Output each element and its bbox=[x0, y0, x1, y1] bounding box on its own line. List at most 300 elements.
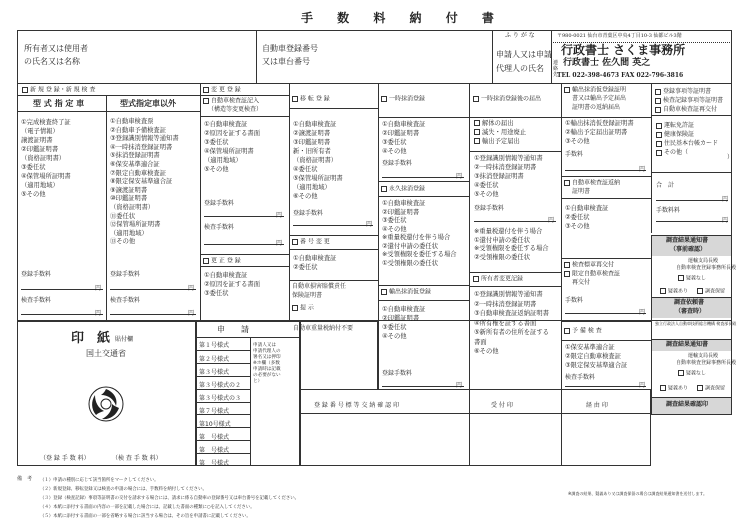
list-item bbox=[110, 135, 179, 144]
list-item bbox=[474, 338, 549, 348]
list-item bbox=[110, 204, 179, 213]
sticker-reissue: 検査標章再交付 bbox=[564, 262, 614, 269]
limited-cert-reissue: 限定自動車検査証 bbox=[564, 271, 620, 278]
list-item bbox=[204, 289, 260, 298]
application-row-label: 第３号様式の３ bbox=[199, 395, 242, 403]
list-item bbox=[474, 190, 543, 199]
list-item-label: ①登録識別情報等通知書 bbox=[474, 291, 543, 298]
notice-document-list bbox=[474, 154, 543, 199]
col5-reg-fee-field[interactable] bbox=[474, 221, 556, 222]
list-item bbox=[110, 195, 179, 204]
list-item[interactable] bbox=[656, 130, 718, 139]
list-item[interactable] bbox=[474, 119, 526, 128]
cert-return-list bbox=[565, 204, 608, 231]
list-item-label: ⑤抹消登録証明書 bbox=[110, 152, 160, 160]
permanent-deregistration-list bbox=[382, 200, 457, 268]
list-item-label: ②受領権限の委任状 bbox=[474, 253, 531, 261]
reception-stamp-label: 受 付 印 bbox=[491, 402, 513, 409]
list-item bbox=[382, 226, 457, 235]
number-change-header: 番 号 変 更 bbox=[292, 239, 330, 246]
list-item-label: ①輸出抹消仮登録証明書 bbox=[565, 120, 634, 127]
list-item-label: ②限定自動車検査証 bbox=[565, 353, 622, 360]
list-item-label: ⑦限定自動車検査証 bbox=[110, 169, 167, 177]
application-row[interactable] bbox=[196, 389, 250, 402]
list-item[interactable] bbox=[655, 96, 723, 105]
col6-insp-fee-label: 検査手数料 bbox=[565, 374, 596, 381]
list-item-label: 輸出予定届出 bbox=[482, 138, 520, 145]
list-item bbox=[204, 280, 260, 289]
item-checkbox[interactable] bbox=[474, 129, 480, 135]
item-checkbox[interactable] bbox=[656, 141, 662, 147]
cert-return-header: 自動車検査証返納 bbox=[564, 180, 620, 187]
list-item-label: ③登録識別情報等通知書 bbox=[110, 135, 179, 143]
application-note-line: 申請代理人の bbox=[253, 349, 281, 354]
result-notice-sub: （事前確認） bbox=[670, 246, 707, 253]
insurance-present-checkbox[interactable] bbox=[292, 305, 298, 311]
certificate-request-list bbox=[655, 87, 723, 114]
col5-reg-fee-label: 登録手数料 bbox=[474, 205, 505, 212]
change-registration-list bbox=[204, 120, 260, 174]
footnote-line: （３）登録（検査記録）事項等証明書の交付を請求する場合には、請求に係る自動車の登録番号又は車台番号を記載してください。 bbox=[40, 496, 300, 501]
list-item bbox=[474, 172, 543, 181]
application-row-label: 第３号様式の２ bbox=[199, 382, 242, 390]
list-item bbox=[565, 361, 627, 370]
list-item-label: ②委任状 bbox=[293, 264, 318, 271]
ministry-logo-icon bbox=[86, 384, 126, 424]
list-item-label: ⑬その他 bbox=[110, 238, 136, 246]
relay-stamp-label: 経 由 印 bbox=[586, 402, 608, 409]
r1-doubt-checkbox[interactable] bbox=[660, 288, 666, 294]
item-checkbox[interactable] bbox=[656, 150, 662, 156]
r1-hold-checkbox[interactable] bbox=[697, 288, 703, 294]
col1-left-reg-fee-label: 登録手数料 bbox=[21, 271, 52, 278]
post-deregistration-notice-checkbox[interactable] bbox=[473, 96, 479, 102]
list-item-label: ③その他 bbox=[565, 223, 590, 230]
application-row-label: 第１号様式 bbox=[199, 342, 230, 350]
application-row-label: 第７号様式 bbox=[199, 407, 230, 415]
col2-insp-fee-label: 検査手数料 bbox=[204, 224, 235, 231]
list-item bbox=[474, 300, 549, 310]
application-note-line: 申請時は記載 bbox=[253, 367, 281, 372]
list-item bbox=[293, 165, 343, 174]
owner-name-field[interactable] bbox=[112, 36, 252, 80]
r3-hold: 調査保留 bbox=[697, 385, 725, 392]
application-note-line: ※ホ欄（多数 bbox=[253, 361, 280, 366]
r1-no-doubt: 疑義なし bbox=[678, 275, 706, 282]
application-row[interactable] bbox=[196, 337, 250, 350]
list-item bbox=[293, 192, 343, 201]
col6-fee-field-2[interactable] bbox=[565, 313, 646, 314]
export-cert-checkbox[interactable] bbox=[564, 87, 570, 93]
list-item-label: ①受領権限の委任状 bbox=[382, 259, 439, 267]
list-item-label: ③委任状 bbox=[382, 217, 407, 224]
temporary-deregistration-list bbox=[382, 120, 425, 156]
reg-fee-stamp-label: （登 録 手 数 料） bbox=[40, 455, 90, 462]
list-item bbox=[293, 183, 343, 192]
export-cert-header-3: 証明書の返納届出 bbox=[572, 104, 621, 111]
r3-hold-checkbox[interactable] bbox=[697, 385, 703, 391]
preliminary-inspection-list bbox=[565, 343, 627, 370]
investigation-request-sub: （審査時） bbox=[675, 308, 706, 315]
list-item bbox=[110, 238, 179, 247]
list-item bbox=[204, 271, 260, 280]
col2-insp-fee-field[interactable] bbox=[204, 244, 284, 245]
list-item-label: ⑤その他 bbox=[21, 191, 46, 198]
list-item-label: 登録事項等証明書 bbox=[663, 88, 712, 95]
non-designated-label: 型式指定車以外 bbox=[120, 99, 176, 108]
application-row[interactable] bbox=[196, 427, 250, 440]
list-item-label: ※重量税還付を伴う場合 bbox=[382, 234, 451, 241]
cert-return-checkbox[interactable] bbox=[564, 180, 570, 186]
col2-reg-fee-label: 登録手数料 bbox=[204, 200, 235, 207]
list-item bbox=[204, 165, 260, 174]
list-item-label: ③委任状 bbox=[382, 324, 407, 331]
list-item bbox=[110, 127, 179, 136]
application-row[interactable] bbox=[196, 376, 250, 389]
list-item bbox=[382, 332, 425, 341]
list-item bbox=[382, 243, 457, 252]
list-item-label: ⑪委任状 bbox=[110, 212, 136, 220]
application-row[interactable] bbox=[196, 414, 250, 427]
r3-no-doubt-checkbox[interactable] bbox=[678, 370, 684, 376]
confirmation-stamp-area bbox=[300, 389, 651, 466]
col1-left-insp-fee-label: 検査手数料 bbox=[21, 297, 52, 304]
new-registration-checkbox[interactable] bbox=[22, 87, 28, 93]
col7-fee-label: 手数料料 bbox=[656, 207, 681, 214]
application-note-line: 申請人又は bbox=[253, 343, 276, 348]
list-item-label: ①自動車検査証 bbox=[204, 121, 248, 128]
list-item bbox=[110, 213, 179, 222]
total-field[interactable] bbox=[656, 200, 728, 201]
application-note-line: と） bbox=[253, 379, 263, 384]
list-item bbox=[293, 254, 336, 263]
list-item bbox=[565, 222, 608, 231]
insurance-present: 提 示 bbox=[292, 305, 314, 312]
list-item-label: ③限定保安基準適合証 bbox=[565, 362, 628, 369]
col4-bottom-reg-fee-label: 登録手数料 bbox=[382, 370, 413, 377]
col1-right-reg-fee-field[interactable] bbox=[110, 289, 196, 290]
list-item-label: ②印鑑証明書 bbox=[382, 315, 420, 322]
correction-registration-header: 更 正 登 録 bbox=[203, 258, 241, 265]
col6-fee-field[interactable] bbox=[565, 170, 646, 171]
list-item bbox=[474, 237, 549, 246]
list-item bbox=[110, 178, 179, 187]
owner-change-header: 所有者変更記録 bbox=[473, 276, 523, 283]
list-item[interactable] bbox=[656, 121, 718, 130]
col3-reg-fee-label: 登録手数料 bbox=[293, 210, 324, 217]
application-row[interactable] bbox=[196, 440, 250, 453]
list-item-label: 住民基本台帳カード bbox=[664, 140, 719, 147]
list-item bbox=[382, 200, 457, 209]
list-item bbox=[204, 138, 260, 147]
list-item bbox=[474, 228, 549, 237]
col4-bottom-reg-fee-field[interactable] bbox=[382, 386, 464, 387]
list-item-label: ②委任状 bbox=[565, 214, 590, 221]
list-item bbox=[565, 343, 627, 352]
list-item-label: ②還付申請の委任状 bbox=[382, 242, 439, 250]
application-row[interactable] bbox=[196, 453, 250, 466]
stamp-person-name: 行政書士 佐久間 英之 bbox=[563, 58, 651, 68]
list-item bbox=[565, 352, 627, 361]
col2-reg-fee-field[interactable] bbox=[204, 216, 284, 217]
footnote-right-note: ※調査の結果、疑義あり又は調査保留の場合は調査結果通知書を送付します。 bbox=[568, 491, 708, 496]
notice-refund-list bbox=[474, 228, 549, 262]
correction-registration-list bbox=[204, 271, 260, 298]
limited-cert-reissue-checkbox[interactable] bbox=[564, 271, 570, 277]
registration-number-field[interactable] bbox=[340, 36, 488, 80]
reg-label-2: 又は車台番号 bbox=[262, 57, 310, 66]
col1-right-insp-fee-field[interactable] bbox=[110, 314, 196, 315]
item-checkbox[interactable] bbox=[656, 132, 662, 138]
r3-doubt: 疑義あり bbox=[660, 385, 688, 392]
list-item bbox=[474, 319, 549, 329]
list-item-label: ⑫保管場所証明書 bbox=[110, 221, 161, 229]
agency-label: 国土交通省 bbox=[86, 349, 126, 358]
list-item bbox=[110, 170, 179, 179]
result-confirm-header: 調査結果確認印 bbox=[666, 401, 709, 408]
footnote-line: （２）新規登録、移転登録又は検査の申請の場合には、手数料を納付してください。 bbox=[40, 487, 207, 492]
list-item-label: ③委任状 bbox=[21, 164, 46, 171]
footnote-label: 備 考 bbox=[17, 476, 33, 482]
export-cert-header: 輸出抹消仮登録証明 bbox=[564, 87, 626, 94]
transfer-registration-checkbox[interactable] bbox=[292, 96, 298, 102]
stamp-office-name: 行政書士 さくま事務所 bbox=[561, 43, 686, 57]
list-item bbox=[293, 120, 343, 129]
list-item-label: ①完成検査終了証 bbox=[21, 119, 71, 126]
col6-fee-label: 手数料 bbox=[565, 151, 584, 158]
item-checkbox[interactable] bbox=[656, 123, 662, 129]
list-item-label: ④保管場所証明書 bbox=[21, 173, 71, 180]
list-item-label: （資格証明書） bbox=[110, 203, 155, 211]
list-item-label: ④その他 bbox=[382, 225, 407, 233]
type-designated-list bbox=[21, 118, 71, 199]
list-item bbox=[21, 118, 71, 127]
list-item bbox=[382, 209, 457, 218]
result-notice-2-note-2: 自動車検査登録事務所長殿 bbox=[676, 360, 737, 366]
list-item[interactable] bbox=[656, 148, 718, 157]
permanent-deregistration-checkbox[interactable] bbox=[381, 186, 387, 192]
id-document-list bbox=[656, 121, 718, 157]
r3-no-doubt: 疑義なし bbox=[678, 370, 706, 377]
footnote-line: （５）本紙に添付する書面の一部を省略する場合に該当する場合は、その旨を申請書に記載してください。 bbox=[40, 514, 251, 519]
list-item-label: 解体の届出 bbox=[482, 120, 514, 127]
list-item bbox=[293, 263, 336, 272]
list-item[interactable] bbox=[655, 105, 723, 114]
item-checkbox[interactable] bbox=[655, 107, 661, 113]
list-item bbox=[474, 328, 549, 338]
list-item[interactable] bbox=[656, 139, 718, 148]
list-item[interactable] bbox=[474, 128, 526, 137]
change-registration-checkbox[interactable] bbox=[203, 87, 209, 93]
list-item bbox=[565, 204, 608, 213]
list-item bbox=[21, 136, 71, 145]
preliminary-inspection-header: 予 備 検 査 bbox=[564, 328, 602, 335]
list-item bbox=[474, 347, 549, 357]
col1-right-insp-fee-label: 検査手数料 bbox=[110, 297, 141, 304]
list-item-label: ③印鑑証明書 bbox=[293, 139, 331, 146]
number-change-checkbox[interactable] bbox=[292, 239, 298, 245]
col3-reg-fee-field[interactable] bbox=[293, 225, 373, 226]
list-item-label: ④委任状 bbox=[474, 182, 499, 189]
correction-registration-checkbox[interactable] bbox=[203, 258, 209, 264]
preliminary-inspection-checkbox[interactable] bbox=[564, 328, 570, 334]
owner-label-2: の氏名又は名称 bbox=[24, 57, 80, 66]
application-table-header: 申 請 bbox=[217, 325, 249, 334]
application-row-label: 第 号様式 bbox=[199, 433, 230, 441]
type-designated-label: 型 式 指 定 車 bbox=[33, 99, 85, 108]
furigana-label: ふ り が な bbox=[505, 32, 535, 39]
transfer-registration-list bbox=[293, 120, 343, 201]
temporary-deregistration-checkbox[interactable] bbox=[381, 96, 387, 102]
list-item bbox=[474, 245, 549, 254]
list-item bbox=[474, 181, 543, 190]
list-item-label: ④その他 bbox=[382, 148, 407, 155]
non-designated-list bbox=[110, 118, 179, 247]
list-item-label: 新・旧所有者 bbox=[293, 148, 331, 155]
sticker-reissue-checkbox[interactable] bbox=[564, 262, 570, 268]
application-row[interactable] bbox=[196, 363, 250, 376]
list-item bbox=[21, 145, 71, 154]
plate-delivery-confirm-label: 登 録 番 号 標 等 交 納 確 認 印 bbox=[314, 402, 400, 409]
list-item-label: ※重量税還付を伴う場合 bbox=[474, 228, 543, 235]
list-item bbox=[110, 161, 179, 170]
list-item-label: ③委任状 bbox=[204, 139, 229, 146]
list-item-label: ⑥その他 bbox=[474, 348, 499, 355]
list-item-label: （適用地域） bbox=[293, 184, 331, 191]
transfer-registration-header: 移 転 登 録 bbox=[292, 96, 330, 103]
result-notice-2-header: 調査結果通知書 bbox=[666, 341, 709, 348]
list-item-label: ②印鑑証明書 bbox=[382, 130, 420, 137]
application-row-label: 第10号様式 bbox=[199, 420, 231, 428]
list-item bbox=[565, 213, 608, 222]
list-item bbox=[474, 309, 549, 319]
list-item-label: ①登録識別情報等通知書 bbox=[474, 155, 543, 162]
list-item bbox=[565, 137, 634, 146]
list-item bbox=[382, 147, 425, 156]
list-item bbox=[21, 154, 71, 163]
reg-label-1: 自動車登録番号 bbox=[262, 44, 318, 53]
insurance-label-2: 保険証明書 bbox=[292, 292, 323, 299]
list-item-label: ③委任状 bbox=[204, 290, 229, 297]
stamp-address: 〒980-0021 仙台市青葉区中央4丁目10-3 仙都ビル3階 bbox=[557, 33, 682, 39]
list-item-label: ①自動車検査証 bbox=[293, 121, 337, 128]
list-item bbox=[382, 260, 457, 269]
col1-left-reg-fee-field[interactable] bbox=[21, 289, 103, 290]
list-item bbox=[382, 234, 457, 243]
list-item-label: 検査記録事項等証明書 bbox=[663, 97, 724, 104]
list-item-label: ②輸出予定届出証明書 bbox=[565, 129, 628, 136]
list-item-label: ④その他 bbox=[382, 333, 407, 340]
list-item-label: ①自動車検査証 bbox=[382, 306, 426, 313]
list-item bbox=[293, 147, 343, 156]
list-item-label: （資格証明書） bbox=[21, 155, 66, 162]
col6-insp-fee-field[interactable] bbox=[565, 386, 646, 387]
list-item-label: ①自動車検査票 bbox=[110, 118, 154, 125]
list-item bbox=[21, 190, 71, 199]
list-item-label: ①還付申請の委任状 bbox=[474, 236, 531, 244]
col1-left-insp-fee-field[interactable] bbox=[21, 314, 103, 315]
list-item[interactable] bbox=[474, 137, 526, 146]
application-row[interactable] bbox=[196, 402, 250, 415]
list-item-label: （適用地域） bbox=[110, 229, 148, 237]
application-row-label: 第 号様式 bbox=[199, 459, 230, 467]
list-item[interactable] bbox=[655, 87, 723, 96]
export-provisional-checkbox[interactable] bbox=[381, 289, 387, 295]
list-item bbox=[204, 147, 260, 156]
weight-tax-exempt: 自動車重量税納付不要 bbox=[293, 325, 354, 332]
list-item bbox=[382, 323, 425, 332]
revenue-stamp-sub: 貼付欄 bbox=[115, 336, 134, 343]
list-item-label: ①保安基準適合証 bbox=[565, 344, 615, 351]
list-item-label: その他（ bbox=[664, 149, 689, 156]
export-provisional-header: 輸出抹消仮登録 bbox=[381, 289, 431, 296]
result-notice-note-1: 運輸支局長殿 bbox=[688, 258, 719, 264]
list-item bbox=[474, 290, 549, 300]
list-item-label: 運転免許証 bbox=[664, 122, 695, 129]
list-item bbox=[474, 154, 543, 163]
list-item-label: ①自動車検査証 bbox=[565, 205, 609, 212]
list-item-label: ①自動車検査証 bbox=[382, 121, 426, 128]
list-item-label: ②一時抹消登録証明書 bbox=[474, 300, 537, 308]
item-checkbox[interactable] bbox=[655, 89, 661, 95]
post-deregistration-notice-header: 一時抹消登録後の届出 bbox=[473, 96, 541, 103]
list-item-label: ※受領権限を委任する場合 bbox=[382, 251, 457, 258]
item-checkbox[interactable] bbox=[474, 120, 480, 126]
list-item-label: ⑩印鑑証明書 bbox=[110, 195, 148, 203]
list-item-label: 自動車検査証再交付 bbox=[663, 106, 718, 113]
list-item bbox=[382, 314, 425, 323]
list-item-label: ①自動車検査証 bbox=[204, 272, 248, 279]
list-item bbox=[21, 163, 71, 172]
investigation-request-header: 調査依頼書 bbox=[674, 299, 705, 306]
result-notice-2-note-1: 運輸支局長殿 bbox=[688, 353, 719, 359]
list-item-label: ①自動車検査証 bbox=[382, 200, 426, 207]
application-row[interactable] bbox=[196, 350, 250, 363]
list-item-label: ④一時抹消登録証明書 bbox=[110, 143, 173, 151]
list-item bbox=[110, 152, 179, 161]
list-item bbox=[293, 138, 343, 147]
list-item bbox=[382, 251, 457, 260]
applicant-label-1: 申請人又は申請 bbox=[496, 50, 552, 59]
list-item bbox=[382, 138, 425, 147]
application-note bbox=[253, 343, 281, 385]
insurance-label-1: 自動車損害賠償責任 bbox=[292, 283, 347, 290]
list-item-label: ②原因を証する書面 bbox=[204, 130, 261, 137]
stamp-phone: TEL 022-398-4673 FAX 022-796-3816 bbox=[557, 72, 684, 79]
r1-no-doubt-checkbox[interactable] bbox=[678, 275, 684, 281]
list-item-label: ③抹消登録証明書 bbox=[474, 173, 524, 180]
inspection-cert-entry-checkbox[interactable] bbox=[203, 98, 209, 104]
r3-doubt-checkbox[interactable] bbox=[660, 385, 666, 391]
list-item-label: 書面 bbox=[474, 338, 487, 346]
item-checkbox[interactable] bbox=[655, 98, 661, 104]
list-item-label: ④保管場所証明書 bbox=[204, 148, 254, 155]
col4-reg-fee-field[interactable] bbox=[382, 177, 464, 178]
list-item-label: ③その他 bbox=[565, 138, 590, 145]
list-item-label: ⑥その他 bbox=[293, 193, 318, 200]
item-checkbox[interactable] bbox=[474, 138, 480, 144]
notice-type-list bbox=[474, 119, 526, 146]
application-row-label: 第２号様式 bbox=[199, 356, 230, 364]
owner-change-checkbox[interactable] bbox=[473, 276, 479, 282]
application-note-line: 署名又は押印 bbox=[253, 355, 281, 360]
permanent-deregistration-header: 永久抹消登録 bbox=[381, 186, 425, 193]
list-item-label: ⑤新所有者の住所を証する bbox=[474, 329, 549, 336]
col7-fee-field[interactable] bbox=[656, 221, 728, 222]
list-item bbox=[21, 172, 71, 181]
list-item-label: （適用地域） bbox=[204, 157, 242, 164]
r1-doubt: 疑義あり bbox=[660, 288, 688, 295]
